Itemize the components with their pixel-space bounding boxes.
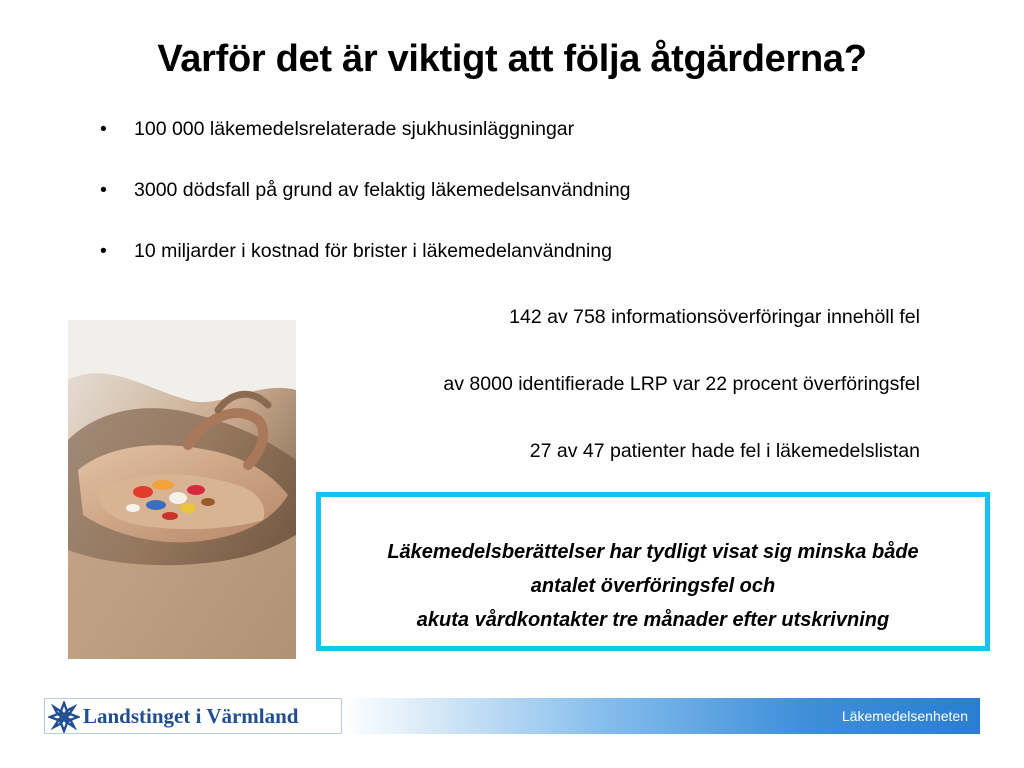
bullet-item xyxy=(100,118,631,179)
bullet-list xyxy=(100,118,631,301)
hands-with-pills-photo xyxy=(68,320,296,659)
footer-logo xyxy=(44,698,342,734)
bullet-text: 100 000 läkemedelsrelaterade sjukhusinläggningar xyxy=(134,118,575,140)
bullet-text: 3000 dödsfall på grund av felaktig läkemedelsanvändning xyxy=(134,179,631,201)
fact-line: 142 av 758 informationsöverföringar innehöll fel xyxy=(509,306,920,328)
callout-line: antalet överföringsfel och xyxy=(530,575,776,597)
fact-list xyxy=(443,306,920,507)
conclusion-callout xyxy=(316,492,990,651)
slide-title: Varför det är viktigt att följa åtgärderna? xyxy=(157,38,867,80)
bullet-marker: • xyxy=(100,179,107,201)
bullet-item xyxy=(100,240,631,301)
bullet-text: 10 miljarder i kostnad för brister i läkemedelanvändning xyxy=(134,240,612,262)
star-flower-icon xyxy=(48,701,80,738)
bullet-marker: • xyxy=(100,118,107,140)
logo-text: Landstinget i Värmland xyxy=(83,704,299,728)
footer-bar xyxy=(342,698,980,734)
callout-line: akuta vårdkontakter tre månader efter utskrivning xyxy=(416,609,890,631)
bullet-item xyxy=(100,179,631,240)
bullet-marker: • xyxy=(100,240,107,262)
fact-line: 27 av 47 patienter hade fel i läkemedelslistan xyxy=(529,440,920,462)
unit-name: Läkemedelsenheten xyxy=(841,708,968,724)
callout-text xyxy=(321,535,985,637)
callout-line: Läkemedelsberättelser har tydligt visat sig minska både xyxy=(387,541,919,563)
fact-line: av 8000 identifierade LRP var 22 procent överföringsfel xyxy=(443,373,920,395)
